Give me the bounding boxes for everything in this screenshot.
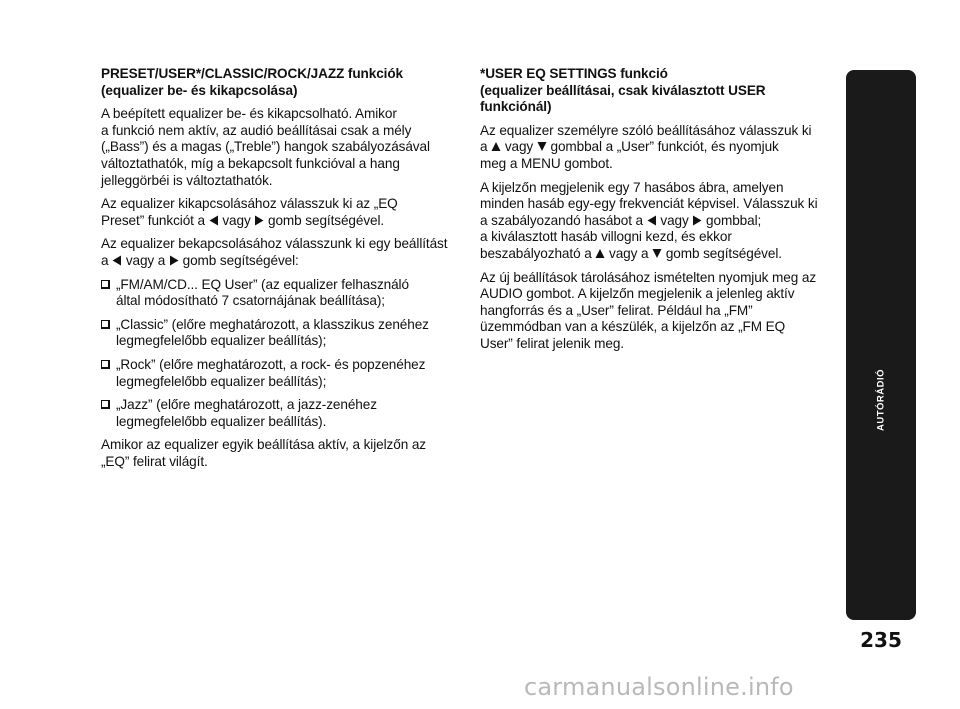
text-fragment: a	[480, 139, 492, 155]
text-line: meg a MENU gombot.	[480, 155, 613, 171]
text-fragment: gomb segítségével.	[264, 212, 385, 228]
text-line: hangforrás és a „User” felirat. Például ha „FM”	[480, 302, 753, 318]
text-line: „Classic” (előre meghatározott, a klasszikus zenéhez	[116, 316, 429, 332]
text-fragment: vagy a	[122, 252, 169, 268]
text-line: „FM/AM/CD... EQ User” (az equalizer felhasználó	[116, 276, 409, 292]
right-heading-line-3: funkciónál)	[480, 99, 552, 115]
text-line: Az új beállítások tárolásához ismételten nyomjuk meg az	[480, 269, 817, 285]
bullet-item-jazz	[101, 397, 463, 430]
text-fragment: beszabályozható a	[480, 245, 596, 261]
text-line: Amikor az equalizer egyik beállítása aktív, a kijelzőn az	[101, 437, 426, 453]
text-line: a funkció nem aktív, az audió beállításai csak a mély	[101, 122, 412, 138]
triangle-down-icon	[537, 141, 547, 152]
text-fragment: Preset” funkciót a	[101, 212, 209, 228]
text-fragment: vagy	[656, 212, 693, 228]
text-fragment: gomb segítségével.	[662, 245, 782, 261]
triangle-left-icon	[112, 255, 122, 266]
watermark: carmanualsonline.info	[524, 673, 794, 701]
paragraph-save	[480, 270, 825, 353]
triangle-left-icon	[209, 215, 219, 226]
text-line: User” felirat jelenik meg.	[480, 335, 624, 351]
left-heading-line-2: (equalizer be- és kikapcsolása)	[101, 82, 298, 98]
checkbox-bullet-icon	[101, 397, 112, 430]
text-line: „Jazz” (előre meghatározott, a jazz-zenéhez	[116, 397, 377, 413]
text-line: legmegfelelőbb equalizer beállítás);	[116, 333, 327, 349]
text-fragment: vagy	[218, 212, 255, 228]
checkbox-bullet-icon	[101, 357, 112, 390]
text-line: „EQ” felirat világít.	[101, 453, 208, 469]
text-fragment: vagy	[501, 139, 537, 155]
text-fragment: vagy a	[605, 245, 653, 261]
bullet-item-classic	[101, 317, 463, 350]
triangle-down-icon	[652, 248, 662, 259]
triangle-right-icon	[169, 255, 179, 266]
text-fragment: gombbal a „User” funkciót, és nyomjuk	[546, 139, 779, 155]
right-heading	[480, 66, 825, 116]
text-line: A beépített equalizer be- és kikapcsolható. Amikor	[101, 106, 397, 122]
left-heading-line-1: PRESET/USER*/CLASSIC/ROCK/JAZZ funkciók	[101, 66, 403, 81]
text-line: legmegfelelőbb equalizer beállítás);	[116, 373, 327, 389]
paragraph-user-select	[480, 123, 825, 173]
triangle-right-icon	[254, 215, 264, 226]
paragraph-eq-indicator	[101, 437, 463, 470]
text-line: Az equalizer személyre szóló beállításához válasszuk ki	[480, 122, 812, 138]
paragraph-intro	[101, 106, 463, 189]
text-line	[101, 213, 463, 230]
left-heading	[101, 66, 463, 99]
text-line	[480, 213, 825, 230]
text-line: („Bass”) és a magas („Treble”) hangok szabályozásával	[101, 139, 430, 155]
paragraph-bars	[480, 180, 825, 263]
checkbox-bullet-icon	[101, 317, 112, 350]
text-fragment: gomb segítségével:	[178, 252, 299, 268]
triangle-right-icon	[692, 215, 702, 226]
triangle-up-icon	[595, 248, 605, 259]
text-line: „Rock” (előre meghatározott, a rock- és popzenéhez	[116, 356, 426, 372]
bullet-item-rock	[101, 357, 463, 390]
text-line: változtathatók, míg a bekapcsolt funkcióval a hang	[101, 155, 400, 171]
bullet-item-user	[101, 277, 463, 310]
text-line: jelleggörbéi is változtathatók.	[101, 172, 273, 188]
right-column	[480, 66, 825, 360]
right-heading-line-2: (equalizer beállításai, csak kiválasztott USER	[480, 82, 766, 98]
left-column	[101, 66, 463, 477]
triangle-left-icon	[647, 215, 657, 226]
text-line: által módosítható 7 csatornájának beállítása);	[116, 293, 385, 309]
text-line: Az equalizer bekapcsolásához válasszunk ki egy beállítást	[101, 236, 448, 252]
text-line	[480, 139, 825, 156]
text-line: üzemmódban van a készülék, a kijelzőn az „FM EQ	[480, 319, 786, 335]
checkbox-bullet-icon	[101, 277, 112, 310]
text-fragment: a szabályozandó hasábot a	[480, 212, 647, 228]
page-number: 235	[860, 628, 902, 652]
text-line	[101, 253, 463, 270]
text-line: minden hasáb egy-egy frekvenciát képvisel. Válasszuk ki	[480, 196, 818, 212]
triangle-up-icon	[491, 141, 501, 152]
text-line: AUDIO gombot. A kijelzőn megjelenik a jelenleg aktív	[480, 286, 795, 302]
text-line: legmegfelelőbb equalizer beállítás).	[116, 413, 327, 429]
text-line	[480, 246, 825, 263]
right-heading-line-1: *USER EQ SETTINGS funkció	[480, 66, 668, 81]
text-fragment: a	[101, 252, 113, 268]
text-line: Az equalizer kikapcsolásához válasszuk ki az „EQ	[101, 196, 398, 212]
text-line: A kijelzőn megjelenik egy 7 hasábos ábra, amelyen	[480, 179, 784, 195]
paragraph-disable	[101, 196, 463, 229]
text-fragment: gombbal;	[702, 212, 762, 228]
text-line: a kiválasztott hasáb villogni kezd, és ekkor	[480, 229, 732, 245]
section-label: AUTÓRÁDIÓ	[875, 368, 887, 432]
paragraph-enable	[101, 236, 463, 269]
section-sidebar-tab	[846, 70, 916, 620]
